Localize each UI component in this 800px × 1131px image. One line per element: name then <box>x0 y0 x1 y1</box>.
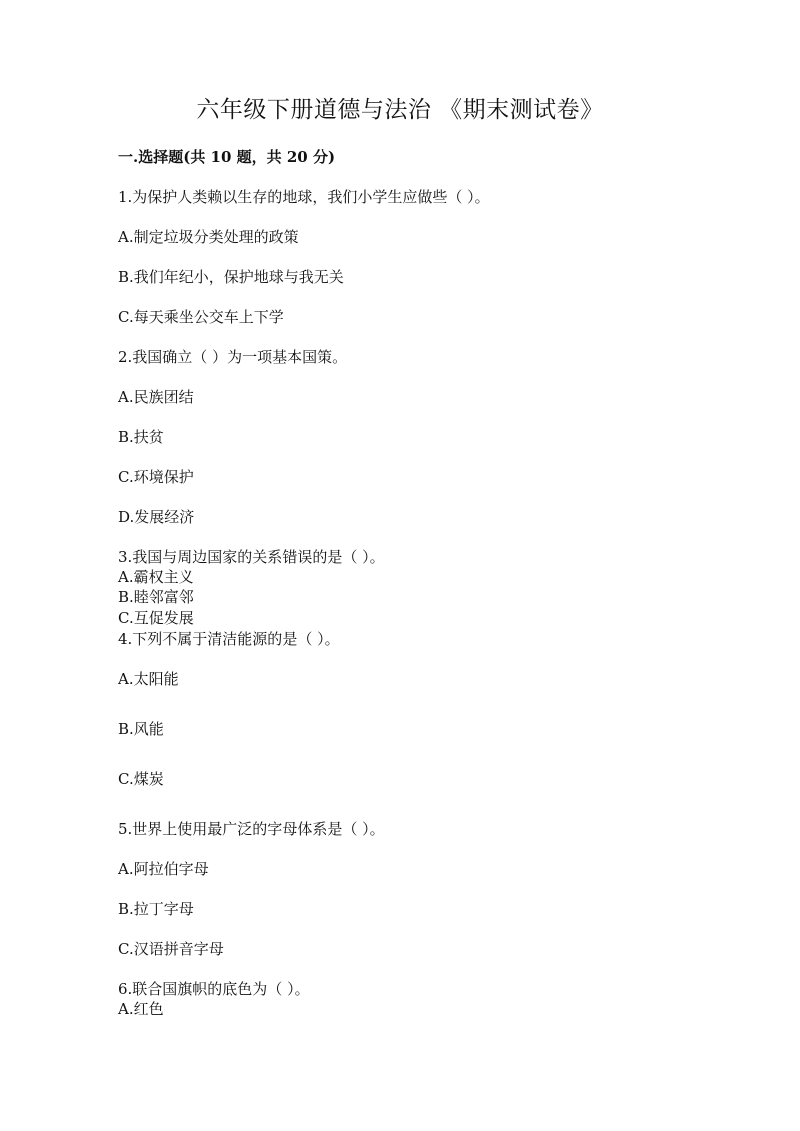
question-5-option-c: C.汉语拼音字母 <box>118 940 224 958</box>
section-heading: 一.选择题(共 10 题，共 20 分) <box>118 148 336 166</box>
question-6-option-a: A.红色 <box>118 1000 164 1018</box>
question-1-option-b: B.我们年纪小，保护地球与我无关 <box>118 268 344 286</box>
question-5-option-b: B.拉丁字母 <box>118 900 194 918</box>
question-2-option-a: A.民族团结 <box>118 388 194 406</box>
question-4-option-b: B.风能 <box>118 720 164 738</box>
question-2-option-c: C.环境保护 <box>118 468 194 486</box>
question-1-option-a: A.制定垃圾分类处理的政策 <box>118 228 299 246</box>
question-5-stem: 5.世界上使用最广泛的字母体系是（ ）。 <box>118 820 385 838</box>
question-2-option-b: B.扶贫 <box>118 428 164 446</box>
question-4-option-c: C.煤炭 <box>118 770 164 788</box>
question-3-option-a: A.霸权主义 <box>118 568 194 586</box>
question-3-option-c: C.互促发展 <box>118 609 194 627</box>
question-5-option-a: A.阿拉伯字母 <box>118 860 209 878</box>
question-2-stem: 2.我国确立（ ）为一项基本国策。 <box>118 348 348 366</box>
question-3-option-b: B.睦邻富邻 <box>118 588 194 606</box>
question-2-option-d: D.发展经济 <box>118 508 195 526</box>
question-4-stem: 4.下列不属于清洁能源的是（ ）。 <box>118 630 340 648</box>
question-3-stem: 3.我国与周边国家的关系错误的是（ ）。 <box>118 548 385 566</box>
question-1-option-c: C.每天乘坐公交车上下学 <box>118 308 284 326</box>
question-1-stem: 1.为保护人类赖以生存的地球，我们小学生应做些（ ）。 <box>118 188 490 206</box>
question-4-option-a: A.太阳能 <box>118 670 179 688</box>
exam-title: 六年级下册道德与法治 《期末测试卷》 <box>196 97 604 123</box>
question-6-stem: 6.联合国旗帜的底色为（ ）。 <box>118 980 310 998</box>
